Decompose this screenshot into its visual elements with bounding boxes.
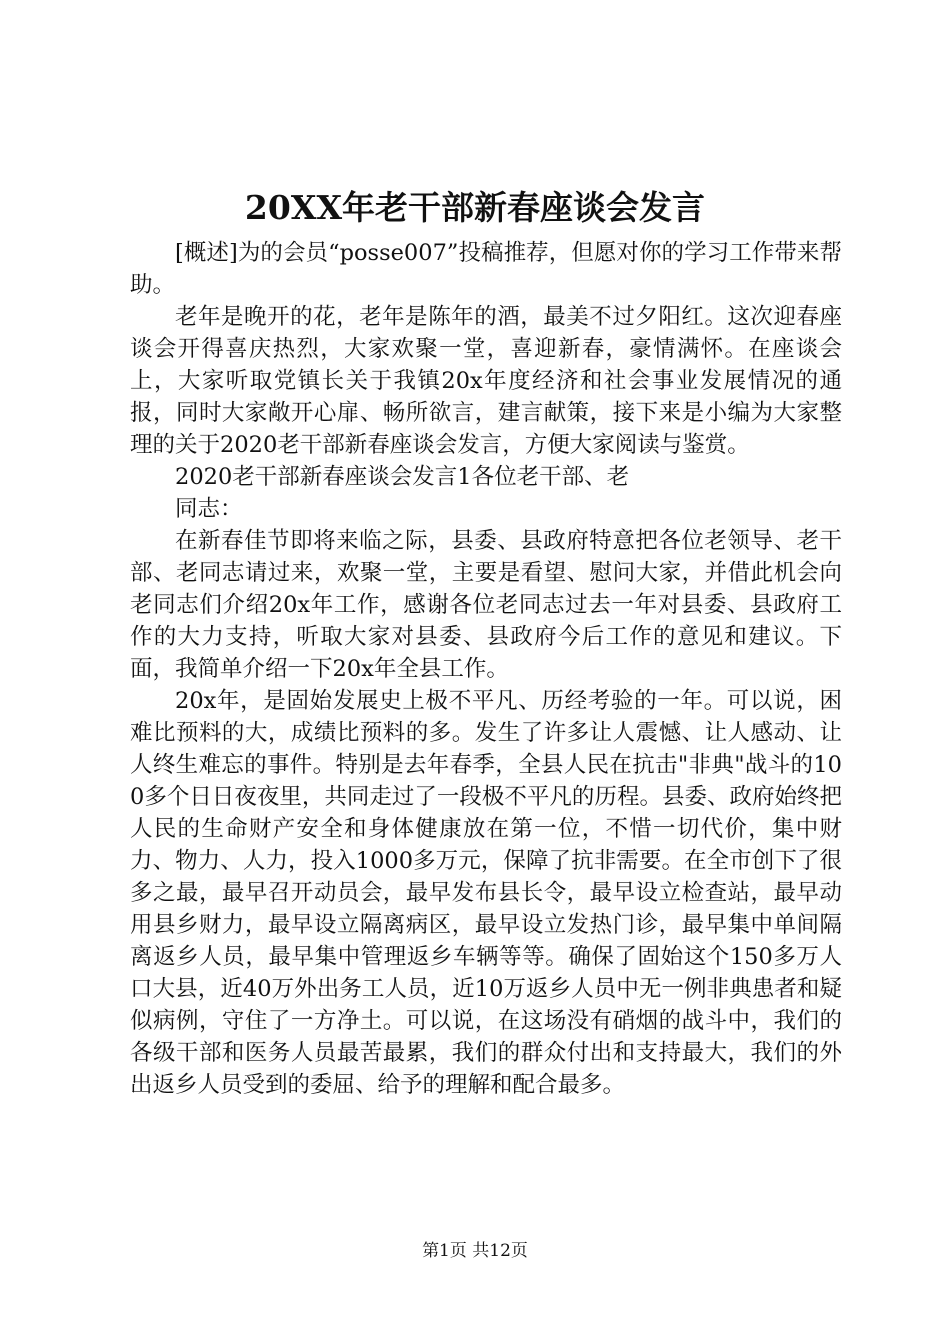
paragraph-salutation: 同志： xyxy=(175,496,243,522)
paragraph-summary: [概述]为的会员“posse007”投稿推荐，但愿对你的学习工作带来帮助。 xyxy=(130,240,842,298)
document-title: 20XX年老干部新春座谈会发言 xyxy=(244,188,706,227)
page-footer: 第1页 共12页 xyxy=(422,1241,528,1261)
paragraph-review: 20x年，是固始发展史上极不平凡、历经考验的一年。可以说，困难比预料的大，成绩比预料的多。发生了许多让人震憾、让人感动、让人终生难忘的事件。特别是去年春季，全县人民在抗击"非典"战斗的100多个日日夜夜里，共同走过了一段极不平凡的历程。县委、政府始终把人民的生命财产安全和身体健康放在第一位，不惜一切代价，集中财力、物力、人力，投入1000多万元，保障了抗非需要。在全市创下了很多之最，最早召开动员会，最早发布县长令，最早设立检查站，最早动用县乡财力，最早设立隔离病区，最早设立发热门诊，最早集中单间隔离返乡人员，最早集中管理返乡车辆等等。确保了固始这个150多万人口大县，近40万外出务工人员，近10万返乡人员中无一例非典患者和疑似病例，守住了一方净土。可以说，在这场没有硝烟的战斗中，我们的各级干部和医务人员最苦最累，我们的群众付出和支持最大，我们的外出返乡人员受到的委屈、给予的理解和配合最多。 xyxy=(130,688,842,1098)
paragraph-opening: 在新春佳节即将来临之际，县委、县政府特意把各位老领导、老干部、老同志请过来，欢聚一堂，主要是看望、慰问大家，并借此机会向老同志们介绍20x年工作，感谢各位老同志过去一年对县委、县政府工作的大力支持，听取大家对县委、县政府今后工作的意见和建议。下面，我简单介绍一下20x年全县工作。 xyxy=(130,528,842,682)
document-body xyxy=(130,237,842,1101)
paragraph-speech-heading: 2020老干部新春座谈会发言1各位老干部、老 xyxy=(175,464,630,490)
paragraph-intro: 老年是晚开的花，老年是陈年的酒，最美不过夕阳红。这次迎春座谈会开得喜庆热烈，大家欢聚一堂，喜迎新春，豪情满怀。在座谈会上，大家听取党镇长关于我镇20x年度经济和社会事业发展情况的通报，同时大家敞开心扉、畅所欲言，建言献策，接下来是小编为大家整理的关于2020老干部新春座谈会发言，方便大家阅读与鉴赏。 xyxy=(130,304,842,458)
